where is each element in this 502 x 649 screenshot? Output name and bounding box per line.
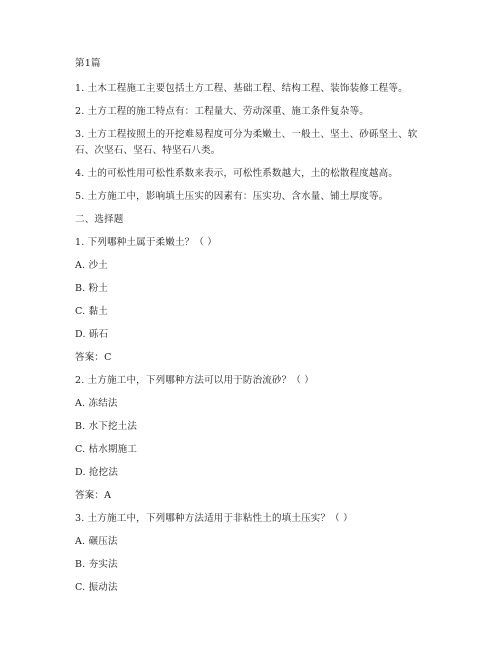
question-option: A. 碾压法 bbox=[75, 536, 118, 547]
list-item-continuation: 石、次坚石、坚石、特坚石八类。 bbox=[75, 145, 221, 156]
answer-text: 答案：C bbox=[75, 352, 112, 363]
section-title: 第1篇 bbox=[75, 58, 101, 69]
question-option: C. 黏土 bbox=[75, 306, 108, 317]
list-item: 3. 土方工程按照土的开挖难易程度可分为柔嫩土、一般土、坚土、砂砾坚土、软 bbox=[75, 129, 418, 140]
section-heading: 二、选择题 bbox=[75, 214, 124, 225]
answer-text: 答案：A bbox=[75, 490, 112, 501]
question-option: B. 粉土 bbox=[75, 283, 109, 294]
list-item: 4. 土的可松性用可松性系数来表示，可松性系数越大，土的松散程度越高。 bbox=[75, 168, 399, 179]
question-text: 2. 土方施工中，下列哪种方法可以用于防治流砂？（ ） bbox=[75, 375, 315, 386]
question-option: D. 砾石 bbox=[75, 329, 109, 340]
question-option: C. 枯水期施工 bbox=[75, 444, 138, 455]
question-option: B. 水下挖土法 bbox=[75, 421, 138, 432]
question-text: 1. 下列哪种土属于柔嫩土？（ ） bbox=[75, 237, 218, 248]
list-item: 1. 土木工程施工主要包括土方工程、基础工程、结构工程、装饰装修工程等。 bbox=[75, 83, 408, 94]
question-option: A. 沙土 bbox=[75, 260, 108, 271]
question-option: A. 冻结法 bbox=[75, 398, 118, 409]
list-item: 5. 土方施工中，影响填土压实的因素有：压实功、含水量、铺土厚度等。 bbox=[75, 191, 389, 202]
question-option: D. 抢挖法 bbox=[75, 467, 119, 478]
question-option: C. 振动法 bbox=[75, 582, 118, 593]
question-text: 3. 土方施工中，下列哪种方法适用于非粘性土的填土压实？（ ） bbox=[75, 513, 353, 524]
question-option: B. 夯实法 bbox=[75, 559, 118, 570]
list-item: 2. 土方工程的施工特点有：工程量大、劳动深重、施工条件复杂等。 bbox=[75, 106, 369, 117]
